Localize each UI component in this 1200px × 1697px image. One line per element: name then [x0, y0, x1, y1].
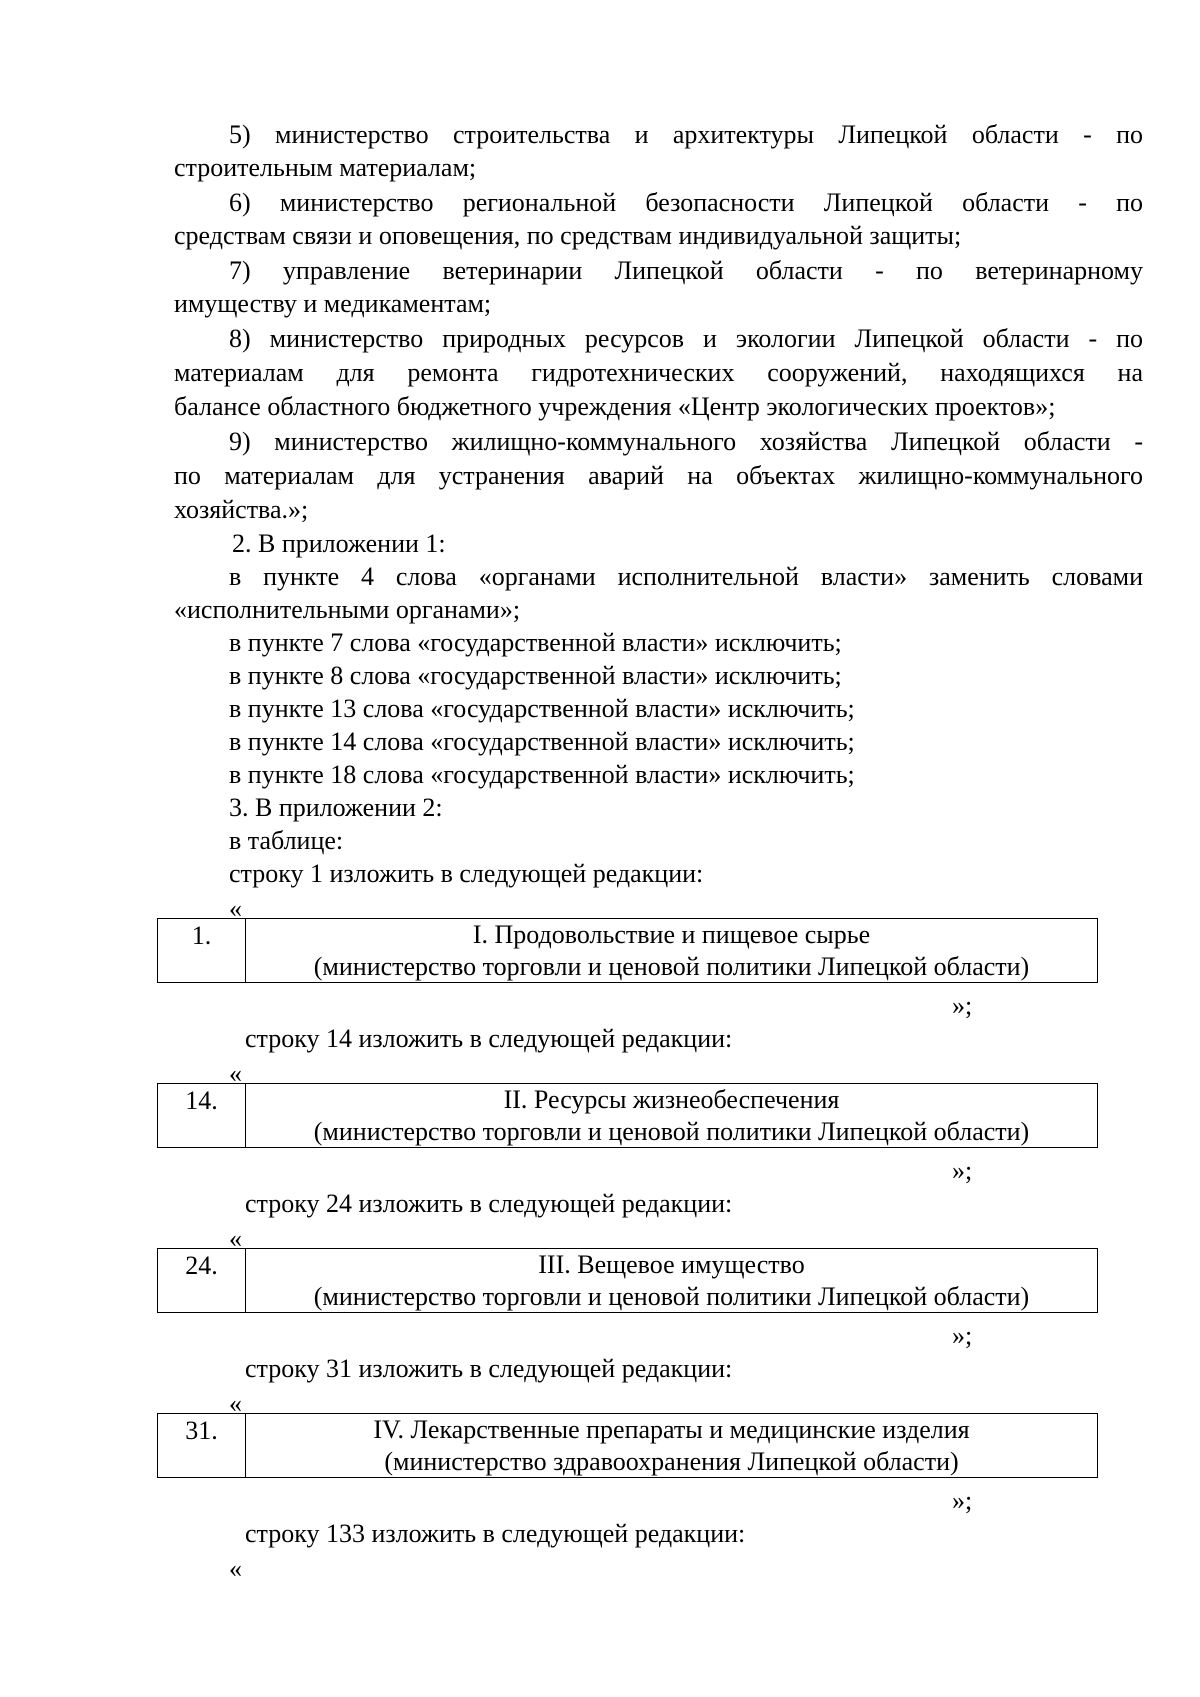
item-2-point-13: в пункте 13 слова «государственной власти» исключить;	[229, 694, 855, 723]
item-2-point-14: в пункте 14 слова «государственной власти» исключить;	[229, 727, 855, 756]
open-quote: «	[229, 1224, 242, 1253]
row-number: 31.	[158, 1414, 246, 1477]
paragraph-8-line-2: материалам для ремонта гидротехнических сооружений, находящихся на	[174, 358, 1143, 387]
row-title: II. Ресурсы жизнеобеспечения	[503, 1085, 840, 1114]
row-number: 14.	[158, 1084, 246, 1147]
item-2-point-4-line-2: «исполнительными органами»;	[174, 595, 521, 624]
open-quote: «	[229, 894, 242, 923]
row-subtitle: (министерство торговли и ценовой политики Липецкой области)	[313, 952, 1030, 981]
close-quote: »;	[952, 1486, 973, 1515]
row-title: I. Продовольствие и пищевое сырье	[472, 920, 871, 949]
paragraph-9-line-3: хозяйства.»;	[174, 495, 309, 524]
paragraph-6-line-2: средствам связи и оповещения, по средствам индивидуальной защиты;	[174, 221, 962, 250]
row-content	[246, 1249, 1097, 1312]
item-2-point-4-line-1: в пункте 4 слова «органами исполнительной власти» заменить словами	[229, 562, 1143, 591]
row-content	[246, 1414, 1097, 1477]
paragraph-6-line-1: 6) министерство региональной безопасности Липецкой области - по	[229, 188, 1143, 217]
table-row	[157, 1413, 1098, 1478]
open-quote: «	[229, 1059, 242, 1088]
row-title: III. Вещевое имущество	[538, 1250, 805, 1279]
close-quote: »;	[952, 1321, 973, 1350]
row-subtitle: (министерство торговли и ценовой политики Липецкой области)	[313, 1117, 1030, 1146]
item-3-heading: 3. В приложении 2:	[229, 793, 443, 822]
close-quote: »;	[952, 991, 973, 1020]
row-subtitle: (министерство здравоохранения Липецкой области)	[384, 1447, 959, 1476]
table-row	[157, 1083, 1098, 1148]
open-quote: «	[229, 1389, 242, 1418]
row-subtitle: (министерство торговли и ценовой политики Липецкой области)	[313, 1282, 1030, 1311]
paragraph-7-line-2: имуществу и медикаментам;	[174, 289, 492, 318]
row-content	[246, 1084, 1097, 1147]
table-row	[157, 918, 1098, 983]
item-3-table-intro: в таблице:	[229, 826, 344, 855]
item-2-point-8: в пункте 8 слова «государственной власти» исключить;	[229, 661, 842, 690]
item-2-heading: 2. В приложении 1:	[232, 529, 446, 558]
row-14-intro: строку 14 изложить в следующей редакции:	[245, 1024, 733, 1053]
open-quote: «	[229, 1554, 242, 1583]
close-quote: »;	[952, 1156, 973, 1185]
paragraph-7-line-1: 7) управление ветеринарии Липецкой области - по ветеринарному	[229, 256, 1143, 285]
item-2-point-18: в пункте 18 слова «государственной власти» исключить;	[229, 760, 855, 789]
row-24-intro: строку 24 изложить в следующей редакции:	[245, 1189, 733, 1218]
row-title: IV. Лекарственные препараты и медицинские изделия	[373, 1415, 970, 1444]
row-31-intro: строку 31 изложить в следующей редакции:	[245, 1354, 733, 1383]
row-1-intro: строку 1 изложить в следующей редакции:	[229, 859, 704, 888]
paragraph-8-line-3: балансе областного бюджетного учреждения «Центр экологических проектов»;	[174, 392, 1056, 421]
item-2-point-7: в пункте 7 слова «государственной власти» исключить;	[229, 628, 842, 657]
row-content	[246, 919, 1097, 982]
paragraph-9-line-1: 9) министерство жилищно-коммунального хозяйства Липецкой области -	[229, 427, 1143, 456]
paragraph-5-line-2: строительным материалам;	[174, 153, 477, 182]
row-number: 1.	[158, 919, 246, 982]
paragraph-8-line-1: 8) министерство природных ресурсов и экологии Липецкой области - по	[229, 324, 1143, 353]
table-row	[157, 1248, 1098, 1313]
paragraph-9-line-2: по материалам для устранения аварий на объектах жилищно-коммунального	[174, 461, 1143, 490]
row-133-intro: строку 133 изложить в следующей редакции:	[245, 1519, 746, 1548]
paragraph-5-line-1: 5) министерство строительства и архитектуры Липецкой области - по	[229, 120, 1143, 149]
row-number: 24.	[158, 1249, 246, 1312]
